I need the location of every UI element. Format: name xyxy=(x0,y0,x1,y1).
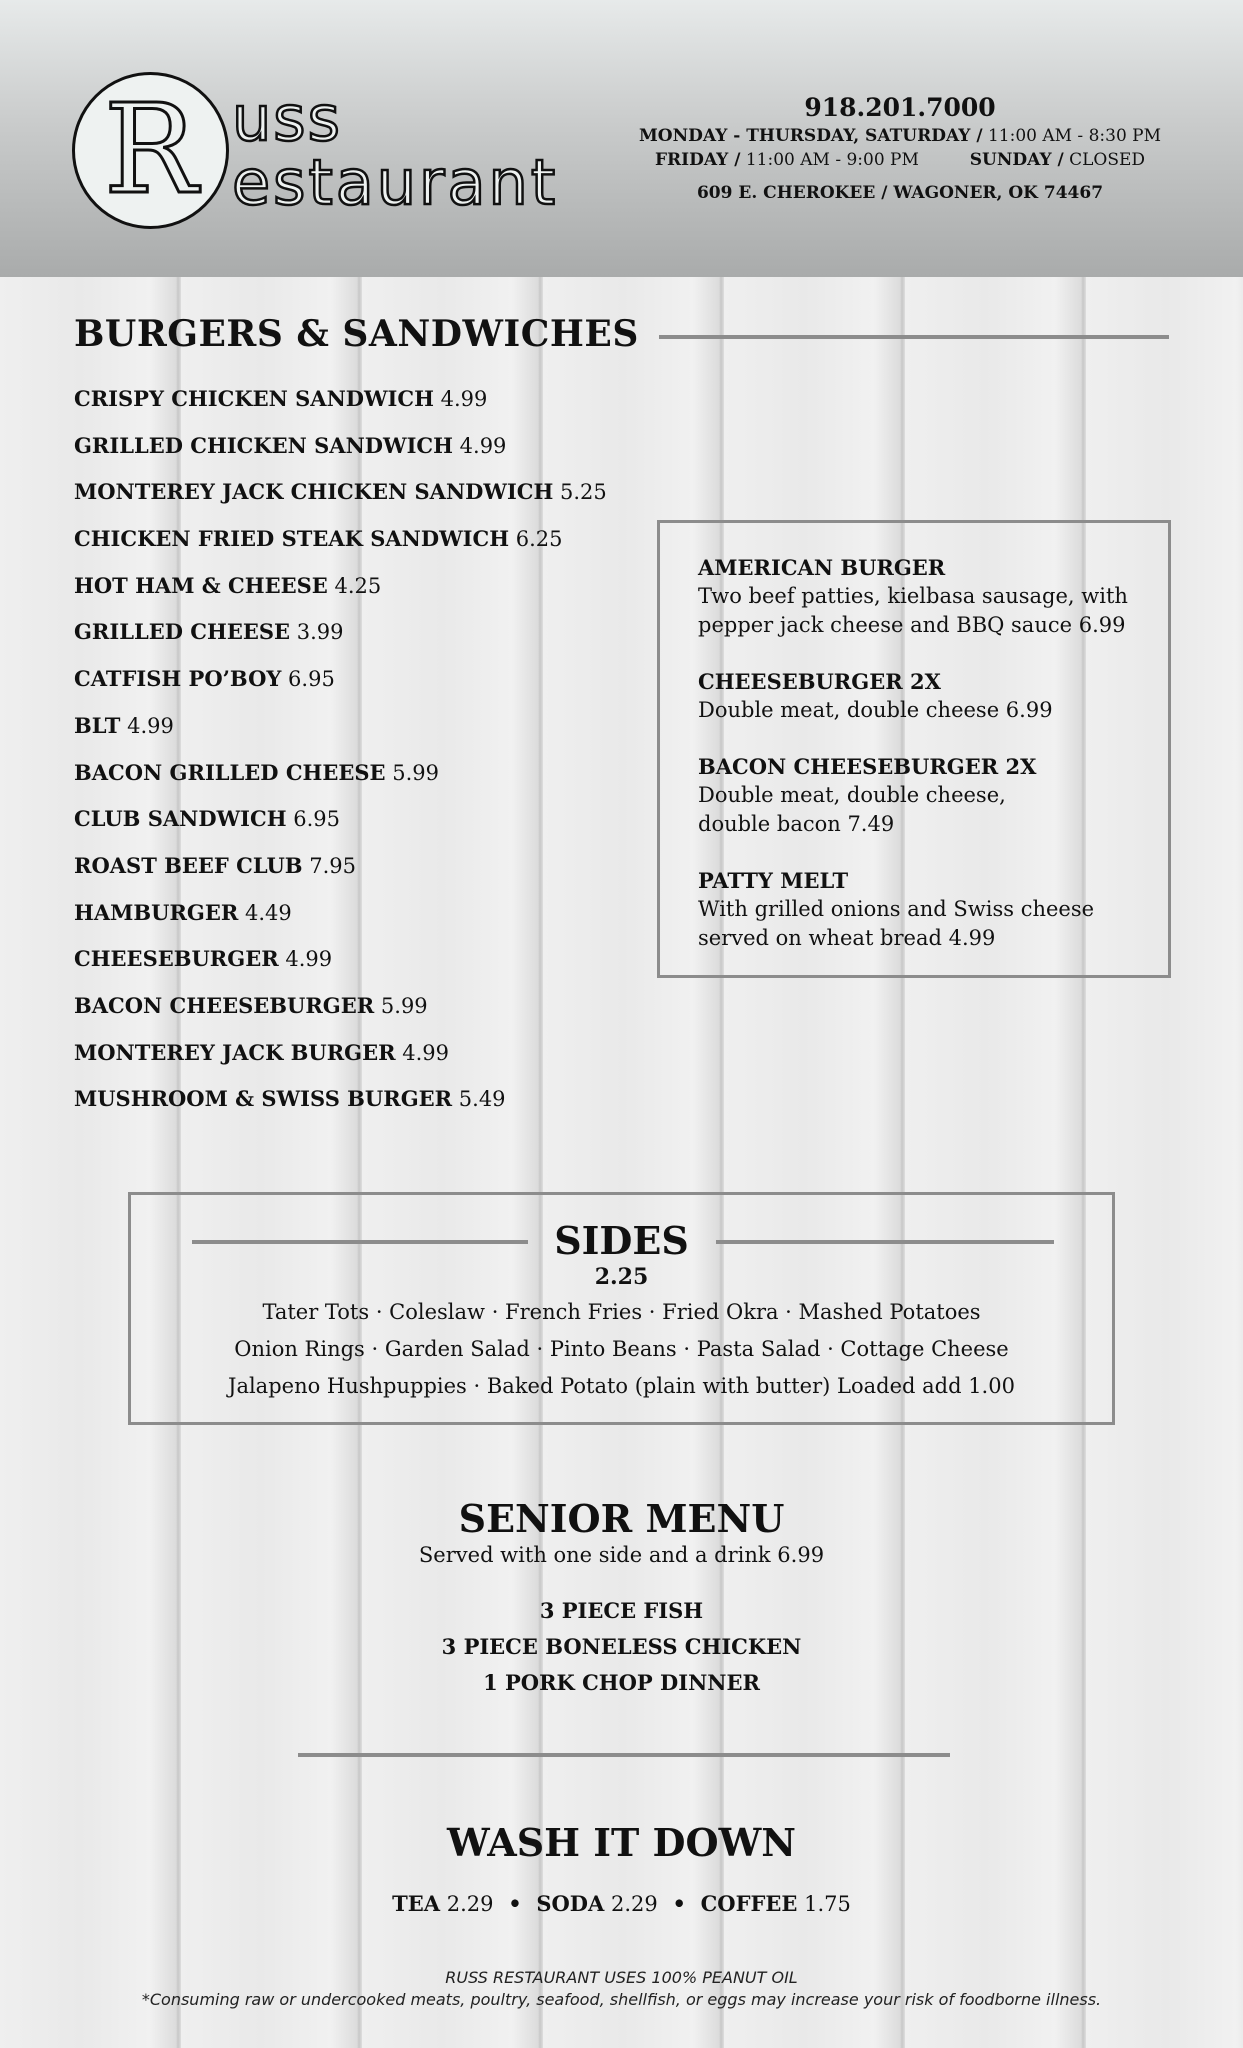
item-name: HAMBURGER xyxy=(74,899,239,925)
item-name: CRISPY CHICKEN SANDWICH xyxy=(74,386,434,411)
senior-subtitle: Served with one side and a drink 6.99 xyxy=(418,1543,825,1567)
menu-item xyxy=(74,944,694,991)
menu-item xyxy=(74,524,694,571)
item-name: MONTEREY JACK CHICKEN SANDWICH xyxy=(74,479,554,505)
drink-price: 1.75 xyxy=(804,1892,851,1916)
logo-wordmark-line2: estaurant xyxy=(232,146,559,219)
item-price: 4.99 xyxy=(127,713,174,738)
hours-days: FRIDAY / xyxy=(654,150,741,170)
menu-item xyxy=(74,571,694,618)
featured-item xyxy=(698,667,1168,725)
logo-wordmark-line1: uss xyxy=(232,82,342,155)
menu-item xyxy=(74,1084,694,1131)
item-price: 6.25 xyxy=(515,527,563,552)
item-name: CLUB SANDWICH xyxy=(74,806,287,832)
logo-emblem xyxy=(72,72,229,229)
logo-initial: R xyxy=(103,78,198,222)
item-price: 6.95 xyxy=(288,667,335,692)
item-price: 3.99 xyxy=(296,620,344,645)
featured-item-name: BACON CHEESEBURGER 2X xyxy=(698,754,1037,779)
menu-item xyxy=(74,1038,694,1085)
address: 609 E. CHEROKEE / WAGONER, OK 74467 xyxy=(696,183,1104,203)
food-safety-warning: *Consuming raw or undercooked meats, poultry, seafood, shellfish, or eggs may increase your risk of foodborne illness. xyxy=(141,1990,1102,2009)
separator-dot: • xyxy=(672,1891,686,1916)
sides-list-line: Onion Rings · Garden Salad · Pinto Beans · Pasta Salad · Cottage Cheese xyxy=(234,1337,1009,1361)
drink-price: 2.29 xyxy=(446,1892,494,1916)
featured-item-desc: pepper jack cheese and BBQ sauce 6.99 xyxy=(698,613,1126,637)
senior-item: 3 PIECE FISH xyxy=(539,1598,704,1623)
drink-name: TEA xyxy=(392,1891,441,1916)
menu-item xyxy=(74,431,694,478)
item-price: 6.95 xyxy=(293,807,340,832)
menu-item xyxy=(74,711,694,758)
item-price: 5.49 xyxy=(458,1087,506,1112)
item-price: 5.99 xyxy=(392,760,440,785)
section-title-sides: SIDES xyxy=(554,1218,689,1263)
menu-item xyxy=(74,804,694,851)
menu-item xyxy=(74,758,694,805)
menu-item xyxy=(74,898,694,945)
drink-price: 2.29 xyxy=(610,1892,658,1916)
hours-time: 11:00 AM - 9:00 PM xyxy=(745,150,919,170)
item-name: MUSHROOM & SWISS BURGER xyxy=(74,1086,453,1112)
featured-item-desc: With grilled onions and Swiss cheese xyxy=(698,897,1095,921)
featured-item xyxy=(698,553,1168,640)
section-title-senior: SENIOR MENU xyxy=(458,1496,785,1541)
burgers-list xyxy=(74,384,694,1131)
featured-item-name: AMERICAN BURGER xyxy=(698,555,946,580)
featured-item-desc: Double meat, double cheese, xyxy=(698,783,1006,807)
item-price: 5.99 xyxy=(380,993,428,1018)
drink-name: COFFEE xyxy=(700,1891,798,1916)
menu-item xyxy=(74,991,694,1038)
hours-days: MONDAY - THURSDAY, SATURDAY / xyxy=(638,126,983,146)
item-price: 5.25 xyxy=(560,480,607,505)
item-name: MONTEREY JACK BURGER xyxy=(74,1039,396,1065)
menu-item xyxy=(74,664,694,711)
featured-item-desc: served on wheat bread 4.99 xyxy=(698,926,996,950)
featured-item-name: CHEESEBURGER 2X xyxy=(698,669,941,694)
hours-line-1 xyxy=(600,124,1200,148)
item-price: 4.99 xyxy=(402,1040,449,1065)
item-name: CATFISH PO’BOY xyxy=(74,666,282,692)
item-name: GRILLED CHICKEN SANDWICH xyxy=(74,432,453,458)
hours-days: SUNDAY / xyxy=(969,150,1064,170)
item-price: 4.49 xyxy=(244,900,292,925)
section-title-burgers: BURGERS & SANDWICHES xyxy=(74,313,639,355)
menu-item xyxy=(74,477,694,524)
phone-number: 918.201.7000 xyxy=(804,93,996,122)
hours-time: 11:00 AM - 8:30 PM xyxy=(987,126,1162,146)
featured-item xyxy=(698,752,1168,839)
item-name: GRILLED CHEESE xyxy=(74,619,291,645)
divider xyxy=(298,1753,950,1757)
drinks-line xyxy=(0,1891,1243,1916)
section-title-drinks: WASH IT DOWN xyxy=(446,1820,797,1865)
contact-info xyxy=(600,92,1200,208)
item-name: BACON GRILLED CHEESE xyxy=(74,759,386,785)
senior-item: 3 PIECE BONELESS CHICKEN xyxy=(441,1634,802,1659)
sides-list-line: Jalapeno Hushpuppies · Baked Potato (plain with butter) Loaded add 1.00 xyxy=(228,1374,1015,1398)
item-price: 4.99 xyxy=(440,387,488,411)
item-price: 4.99 xyxy=(459,433,507,458)
hours-line-2 xyxy=(600,148,1200,172)
item-name: CHICKEN FRIED STEAK SANDWICH xyxy=(74,526,510,552)
hours-time: CLOSED xyxy=(1069,150,1146,170)
menu-header xyxy=(0,0,1243,277)
separator-dot: • xyxy=(508,1891,522,1916)
menu-item xyxy=(74,617,694,664)
oil-note: RUSS RESTAURANT USES 100% PEANUT OIL xyxy=(445,1968,798,1987)
item-price: 4.99 xyxy=(285,947,333,972)
featured-item xyxy=(698,866,1168,953)
item-name: CHEESEBURGER xyxy=(74,946,279,972)
featured-burgers-box xyxy=(657,520,1171,978)
featured-item-desc: double bacon 7.49 xyxy=(698,812,895,836)
menu-item xyxy=(74,384,694,431)
drink-name: SODA xyxy=(536,1891,605,1916)
sides-price: 2.25 xyxy=(594,1264,649,1290)
item-name: HOT HAM & CHEESE xyxy=(74,572,328,598)
senior-item: 1 PORK CHOP DINNER xyxy=(483,1670,760,1695)
sides-list-line: Tater Tots · Coleslaw · French Fries · Fried Okra · Mashed Potatoes xyxy=(262,1300,981,1324)
item-name: ROAST BEEF CLUB xyxy=(74,852,303,878)
item-price: 4.25 xyxy=(334,573,382,598)
menu-item xyxy=(74,851,694,898)
item-name: BLT xyxy=(74,712,121,738)
divider xyxy=(659,335,1169,339)
item-price: 7.95 xyxy=(309,853,356,878)
featured-item-desc: Two beef patties, kielbasa sausage, with xyxy=(698,584,1128,608)
featured-item-desc: Double meat, double cheese 6.99 xyxy=(698,698,1053,722)
item-name: BACON CHEESEBURGER xyxy=(74,992,375,1018)
featured-item-name: PATTY MELT xyxy=(698,868,849,893)
